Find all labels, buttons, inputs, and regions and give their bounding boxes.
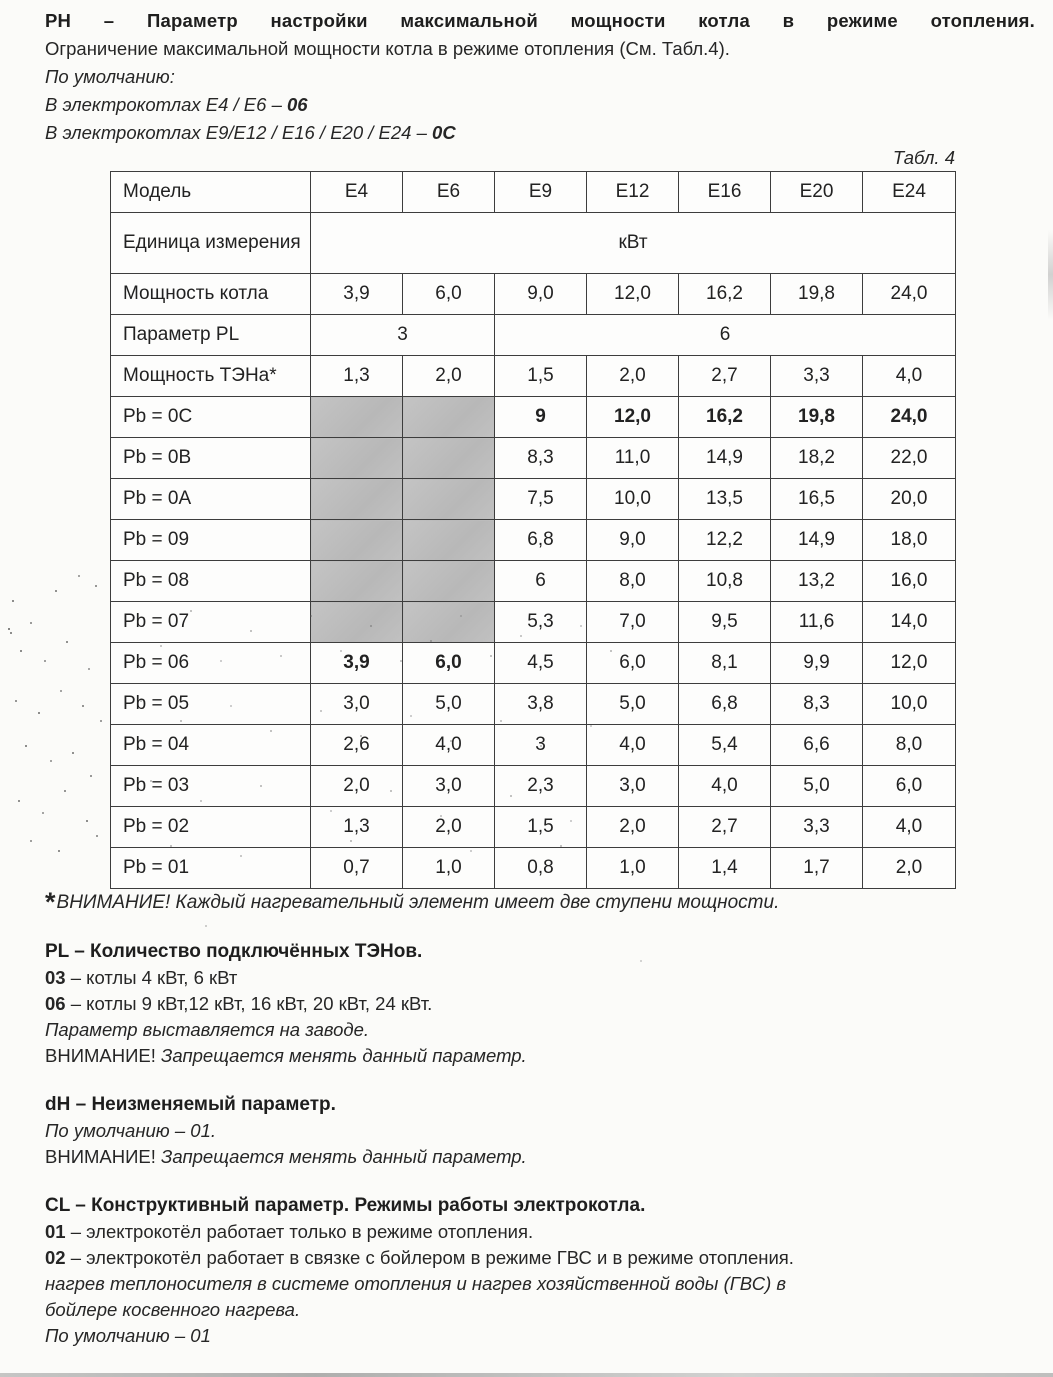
- row-label-pb: Pb = 09: [111, 520, 311, 561]
- table-cell: 9,9: [771, 643, 863, 684]
- table-cell: 8,1: [679, 643, 771, 684]
- table-cell: 10,8: [679, 561, 771, 602]
- table-cell: 12,2: [679, 520, 771, 561]
- model-header-cell: E4: [311, 172, 403, 213]
- table-cell: 9,5: [679, 602, 771, 643]
- table-cell: 14,0: [863, 602, 956, 643]
- table-cell: [311, 520, 403, 561]
- table-cell: [311, 438, 403, 479]
- pl-warning-text: Запрещается менять данный параметр.: [161, 1045, 527, 1066]
- cl-item-01: [45, 1219, 1035, 1245]
- table-cell: 6,0: [403, 643, 495, 684]
- table-cell: 24,0: [863, 274, 956, 315]
- table-cell: 14,9: [771, 520, 863, 561]
- table-cell: 22,0: [863, 438, 956, 479]
- heading-ph: PH – Параметр настройки максимальной мощности котла в режиме отопления.: [45, 10, 1035, 31]
- table-cell: [311, 397, 403, 438]
- row-label-pb: Pb = 07: [111, 602, 311, 643]
- row-pb: [111, 438, 956, 479]
- table-cell: 3,0: [311, 684, 403, 725]
- table-cell: 5,4: [679, 725, 771, 766]
- pl-item-03-code: 03: [45, 967, 66, 988]
- row-label-pl: Параметр PL: [111, 315, 311, 356]
- table-cell: 1,5: [495, 356, 587, 397]
- table-cell: 6: [495, 561, 587, 602]
- default-e4-e6-value: 06: [287, 94, 308, 115]
- table-cell: 0,8: [495, 848, 587, 889]
- cl-item-02-code: 02: [45, 1247, 66, 1268]
- row-pb: [111, 807, 956, 848]
- table-cell: 10,0: [587, 479, 679, 520]
- table-cell: 4,0: [403, 725, 495, 766]
- table-cell: 5,0: [403, 684, 495, 725]
- model-header-cell: E6: [403, 172, 495, 213]
- row-pb: [111, 520, 956, 561]
- row-label-pb: Pb = 05: [111, 684, 311, 725]
- table-cell: 11,6: [771, 602, 863, 643]
- table-caption: Табл. 4: [892, 147, 955, 168]
- model-header-cell: E9: [495, 172, 587, 213]
- scan-edge-bottom: [0, 1373, 1053, 1377]
- table-cell: 2,0: [311, 766, 403, 807]
- cl-item-01-text: – электрокотёл работает только в режиме отопления.: [65, 1221, 534, 1242]
- cl-italic-line2: бойлере косвенного нагрева.: [45, 1299, 301, 1320]
- section-dh-heading: dH – Неизменяемый параметр.: [45, 1094, 336, 1115]
- cl-default: По умолчанию – 01: [45, 1325, 211, 1346]
- table-cell: 16,2: [679, 274, 771, 315]
- row-boiler-power: [111, 274, 956, 315]
- table-cell: 10,0: [863, 684, 956, 725]
- table-cell: 2,0: [587, 807, 679, 848]
- table-cell: 12,0: [587, 397, 679, 438]
- row-label-pb: Pb = 01: [111, 848, 311, 889]
- table-cell: 8,3: [771, 684, 863, 725]
- table-cell: 9: [495, 397, 587, 438]
- footnote-text: ВНИМАНИЕ! Каждый нагревательный элемент имеет две ступени мощности.: [56, 892, 780, 913]
- table-cell: 4,5: [495, 643, 587, 684]
- pl-item-03-text: – котлы 4 кВт, 6 кВт: [65, 967, 238, 988]
- table-cell: [403, 602, 495, 643]
- model-header-cell: E20: [771, 172, 863, 213]
- row-pb: [111, 725, 956, 766]
- table-cell: 2,6: [311, 725, 403, 766]
- table-cell: 3,3: [771, 356, 863, 397]
- cl-italic-line1: нагрев теплоносителя в системе отопления и нагрев хозяйственной воды (ГВС) в: [45, 1273, 787, 1294]
- table-cell: 16,2: [679, 397, 771, 438]
- table-cell: 16,5: [771, 479, 863, 520]
- row-ten-power: [111, 356, 956, 397]
- footnote: [45, 889, 1035, 916]
- table4-body: [111, 172, 956, 889]
- table-cell: 18,2: [771, 438, 863, 479]
- row-pb: [111, 397, 956, 438]
- row-pb: [111, 561, 956, 602]
- default-e9-e24-value: 0C: [432, 122, 456, 143]
- table-cell: 12,0: [587, 274, 679, 315]
- table-cell: 1,7: [771, 848, 863, 889]
- dh-default: По умолчанию – 01.: [45, 1120, 216, 1141]
- row-label-pb: Pb = 04: [111, 725, 311, 766]
- row-label-pb: Pb = 0B: [111, 438, 311, 479]
- section-cl-heading: CL – Конструктивный параметр. Режимы работы электрокотла.: [45, 1195, 646, 1216]
- pl-item-03: [45, 965, 1035, 991]
- row-label-pb: Pb = 02: [111, 807, 311, 848]
- row-pb: [111, 684, 956, 725]
- section-dh: [45, 1092, 1035, 1170]
- table-cell: [403, 397, 495, 438]
- table-cell: 3,8: [495, 684, 587, 725]
- table-cell: 3,9: [311, 643, 403, 684]
- table-cell: [311, 561, 403, 602]
- default-e4-e6-text: В электрокотлах E4 / E6 –: [45, 94, 287, 115]
- table-cell: 11,0: [587, 438, 679, 479]
- table-cell: 7,0: [587, 602, 679, 643]
- row-label-pb: Pb = 0A: [111, 479, 311, 520]
- table-cell: 6,0: [863, 766, 956, 807]
- table-cell: 20,0: [863, 479, 956, 520]
- table-cell: 9,0: [587, 520, 679, 561]
- table-cell: 13,5: [679, 479, 771, 520]
- table-cell: 1,5: [495, 807, 587, 848]
- default-e9-e24-text: В электрокотлах E9/E12 / E16 / E20 / E24 –: [45, 122, 433, 143]
- row-models: [111, 172, 956, 213]
- row-unit: [111, 213, 956, 274]
- pl-warning: [45, 1043, 1035, 1069]
- table-cell: 2,0: [403, 356, 495, 397]
- table4: [110, 171, 956, 889]
- table-cell: 18,0: [863, 520, 956, 561]
- cl-item-01-code: 01: [45, 1221, 66, 1242]
- row-parameter-pl: [111, 315, 956, 356]
- table-cell: 3: [495, 725, 587, 766]
- table-cell: 3,0: [587, 766, 679, 807]
- table-cell: 5,0: [587, 684, 679, 725]
- row-label-unit: Единица измерения: [111, 213, 311, 274]
- default-e9-e24: [45, 119, 1035, 147]
- table-cell: 2,0: [587, 356, 679, 397]
- table-cell: [311, 479, 403, 520]
- table-cell: 12,0: [863, 643, 956, 684]
- table-cell: 4,0: [863, 807, 956, 848]
- model-header-cell: E12: [587, 172, 679, 213]
- table-cell: [311, 602, 403, 643]
- footnote-star: *: [45, 887, 56, 917]
- table-cell: 2,3: [495, 766, 587, 807]
- table-cell: 4,0: [587, 725, 679, 766]
- table-cell: 3,0: [403, 766, 495, 807]
- table-cell: 1,0: [403, 848, 495, 889]
- row-pb: [111, 479, 956, 520]
- table-cell: 6,0: [403, 274, 495, 315]
- table-cell: 7,5: [495, 479, 587, 520]
- table-cell: 1,4: [679, 848, 771, 889]
- table-cell: 24,0: [863, 397, 956, 438]
- pl-factory-note: Параметр выставляется на заводе.: [45, 1019, 370, 1040]
- row-label-model: Модель: [111, 172, 311, 213]
- table-cell: 16,0: [863, 561, 956, 602]
- pl-right-cell: 6: [495, 315, 956, 356]
- table-cell: 2,0: [403, 807, 495, 848]
- table-cell: 8,3: [495, 438, 587, 479]
- pl-item-06: [45, 991, 1035, 1017]
- table-cell: 5,0: [771, 766, 863, 807]
- table-cell: 6,8: [495, 520, 587, 561]
- table-cell: 8,0: [587, 561, 679, 602]
- section-pl-heading: PL – Количество подключённых ТЭНов.: [45, 941, 423, 962]
- row-label-power: Мощность котла: [111, 274, 311, 315]
- row-label-pb: Pb = 06: [111, 643, 311, 684]
- table-cell: 14,9: [679, 438, 771, 479]
- dh-warning-text: Запрещается менять данный параметр.: [161, 1146, 527, 1167]
- model-header-cell: E24: [863, 172, 956, 213]
- table-cell: 0,7: [311, 848, 403, 889]
- section-pl: [45, 939, 1035, 1069]
- pl-item-06-text: – котлы 9 кВт,12 кВт, 16 кВт, 20 кВт, 24 кВт.: [65, 993, 433, 1014]
- table-cell: 4,0: [679, 766, 771, 807]
- table-cell: 2,7: [679, 356, 771, 397]
- table-cell: 1,3: [311, 356, 403, 397]
- row-pb: [111, 602, 956, 643]
- row-label-pb: Pb = 08: [111, 561, 311, 602]
- table-cell: 1,3: [311, 807, 403, 848]
- intro-description: Ограничение максимальной мощности котла в режиме отопления (См. Табл.4).: [45, 38, 730, 59]
- table-cell: 9,0: [495, 274, 587, 315]
- default-label: По умолчанию:: [45, 66, 175, 87]
- table-cell: 13,2: [771, 561, 863, 602]
- table-cell: [403, 561, 495, 602]
- row-pb: [111, 848, 956, 889]
- table-cell: 4,0: [863, 356, 956, 397]
- default-e4-e6: [45, 91, 1035, 119]
- row-label-pb: Pb = 0C: [111, 397, 311, 438]
- table-cell: 3,9: [311, 274, 403, 315]
- unit-value-cell: кВт: [311, 213, 956, 274]
- dh-warning: [45, 1144, 1035, 1170]
- table-cell: 2,7: [679, 807, 771, 848]
- cl-item-02: [45, 1245, 1035, 1271]
- table-cell: 6,8: [679, 684, 771, 725]
- pl-item-06-code: 06: [45, 993, 66, 1014]
- table-cell: 6,6: [771, 725, 863, 766]
- table-cell: 3,3: [771, 807, 863, 848]
- table-cell: 6,0: [587, 643, 679, 684]
- pl-left-cell: 3: [311, 315, 495, 356]
- table-cell: 19,8: [771, 274, 863, 315]
- intro-block: [45, 7, 1035, 147]
- row-pb: [111, 766, 956, 807]
- table-cell: 5,3: [495, 602, 587, 643]
- row-label-pb: Pb = 03: [111, 766, 311, 807]
- table-cell: 8,0: [863, 725, 956, 766]
- cl-item-02-text: – электрокотёл работает в связке с бойлером в режиме ГВС и в режиме отопления.: [65, 1247, 794, 1268]
- row-pb: [111, 643, 956, 684]
- table-cell: 19,8: [771, 397, 863, 438]
- table-cell: [403, 520, 495, 561]
- table-cell: 1,0: [587, 848, 679, 889]
- table-cell: 2,0: [863, 848, 956, 889]
- row-label-ten: Мощность ТЭНа*: [111, 356, 311, 397]
- dh-warning-prefix: ВНИМАНИЕ!: [45, 1146, 162, 1167]
- table-cell: [403, 479, 495, 520]
- section-cl: [45, 1193, 1035, 1349]
- table-cell: [403, 438, 495, 479]
- pl-warning-prefix: ВНИМАНИЕ!: [45, 1045, 162, 1066]
- model-header-cell: E16: [679, 172, 771, 213]
